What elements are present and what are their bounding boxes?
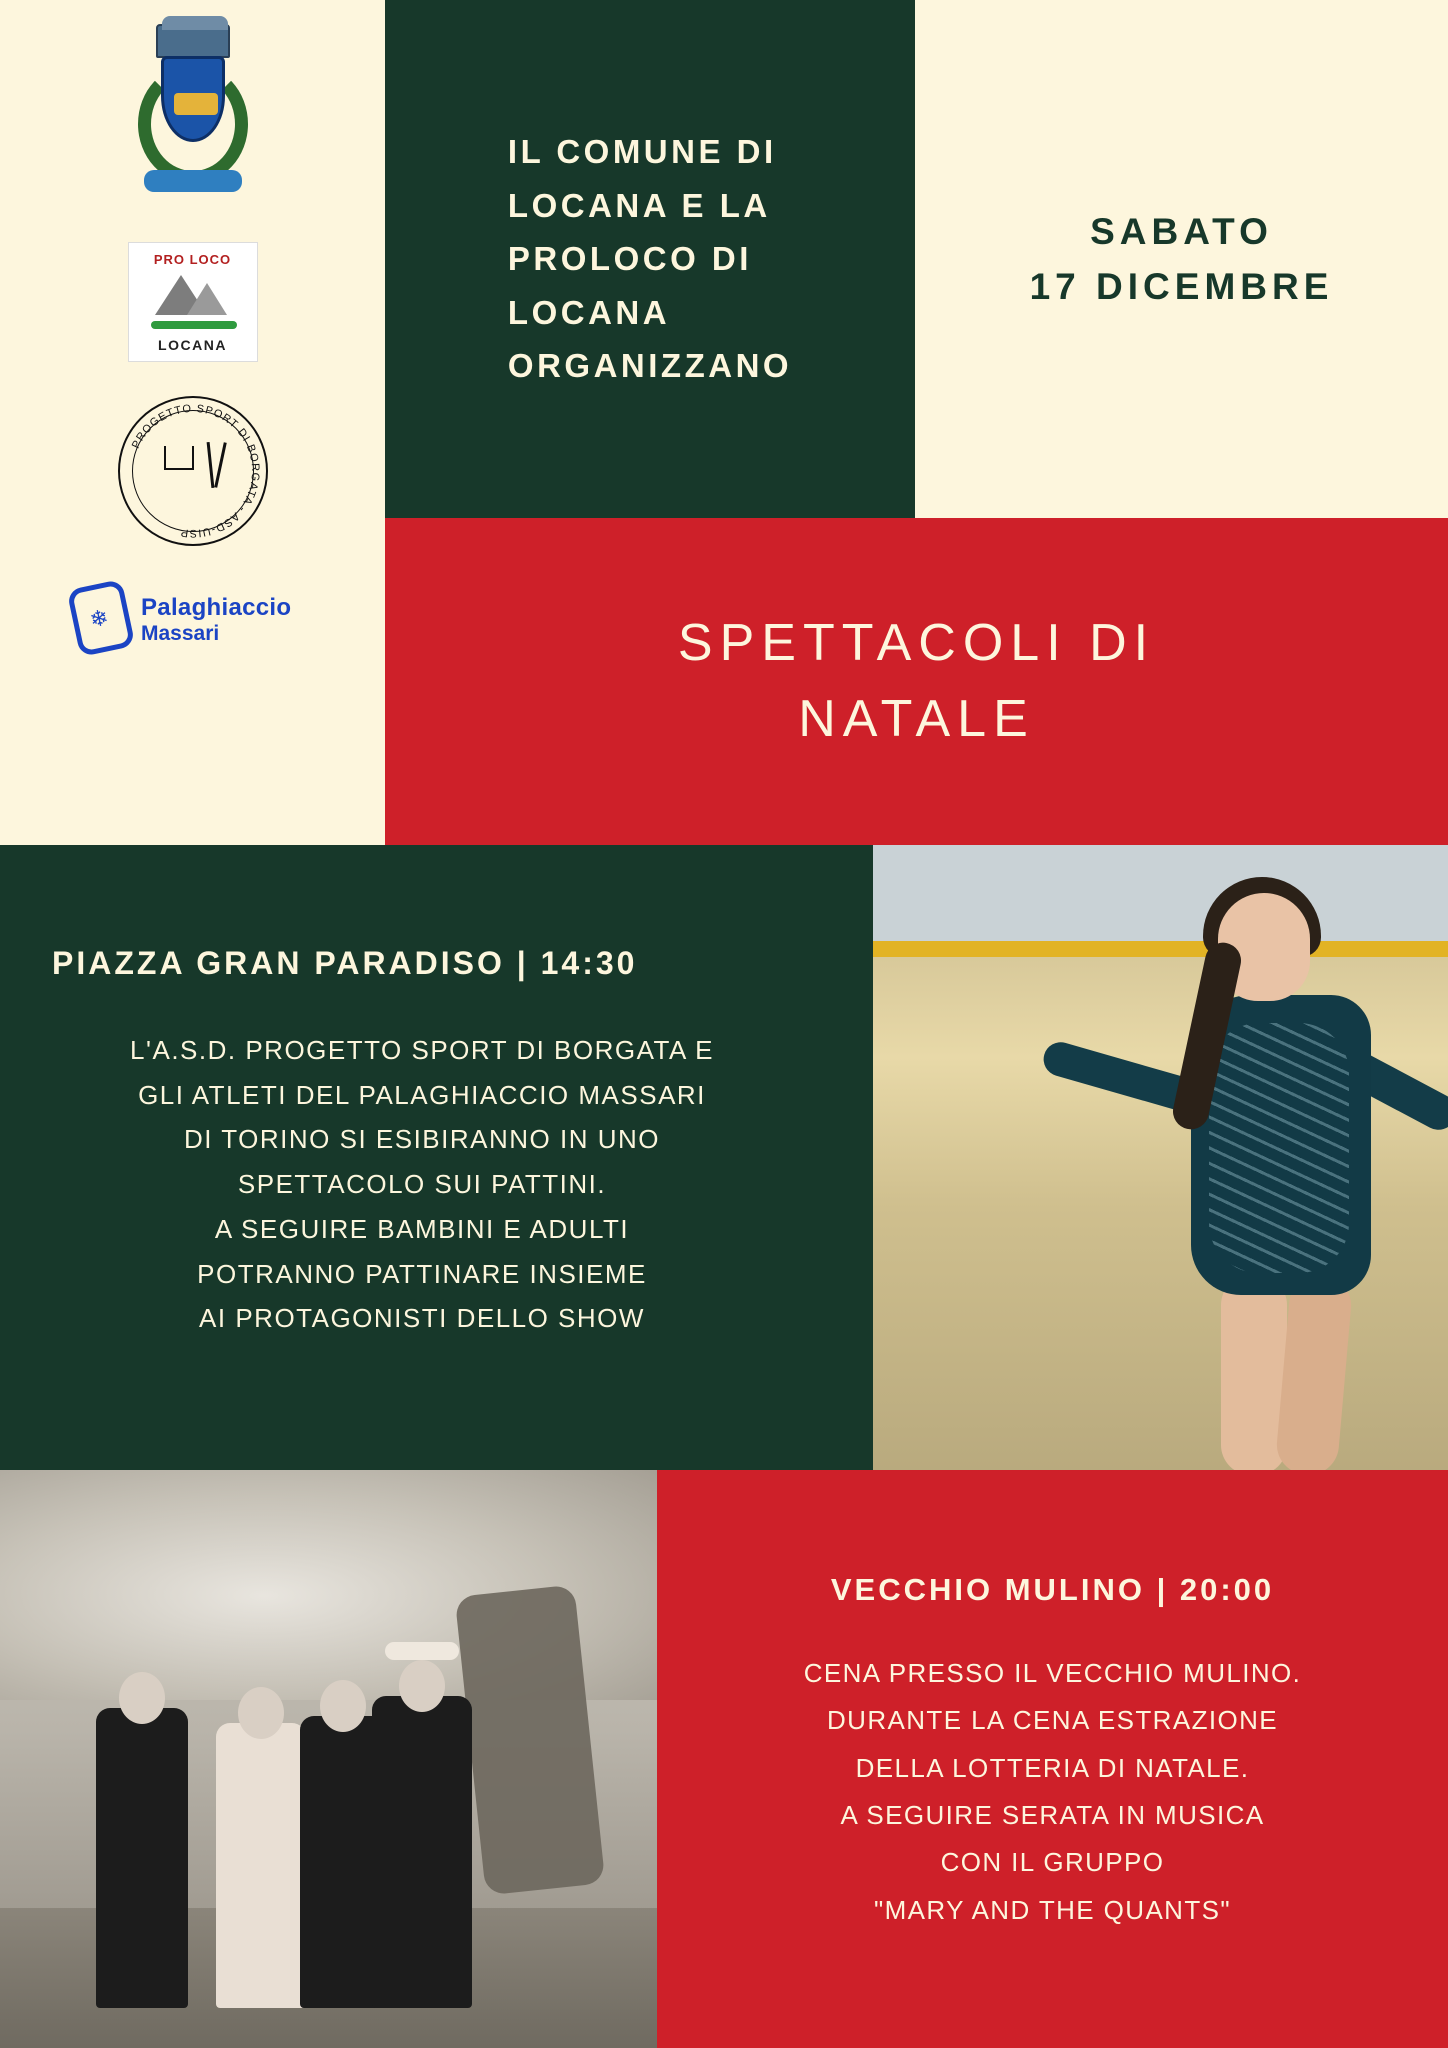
evening-event-section [0,1470,1448,2048]
organizer-line: PROLOCO DI [507,240,752,278]
pro-loco-subtitle: LOCANA [158,337,227,353]
snowflake-icon: ❄ [87,604,111,633]
evening-event-heading: VECCHIO MULINO | 20:00 [830,1572,1275,1607]
date-block [915,0,1448,518]
event-date [1030,204,1334,315]
body-line: A SEGUIRE BAMBINI E ADULTI [214,1213,630,1244]
body-line: DI TORINO SI ESIBIRANNO IN UNO [184,1124,660,1155]
title-line: SPETTACOLI DI [677,614,1156,673]
date-line: SABATO [1090,210,1273,252]
comune-di-locana-crest-icon [134,18,252,208]
afternoon-event-section [0,845,1448,1470]
evening-event-text-panel [657,1470,1448,2048]
body-line: CON IL GRUPPO [940,1847,1165,1878]
band-photo-mary-and-the-quants [0,1470,657,2048]
organizer-block [385,0,915,518]
body-line: SPETTACOLO SUI PATTINI. [237,1169,607,1200]
body-line: "MARY AND THE QUANTS" [873,1894,1232,1925]
palaghiaccio-line2: Massari [141,622,220,645]
evening-event-body [657,1650,1448,1934]
body-line: A SEGUIRE SERATA IN MUSICA [840,1799,1265,1830]
body-line: CENA PRESSO IL VECCHIO MULINO. [803,1658,1302,1688]
afternoon-event-text-panel [0,845,873,1470]
palaghiaccio-massari-logo [65,580,320,658]
organizer-line: ORGANIZZANO [507,347,793,385]
organizer-line: LOCANA E LA [507,186,771,224]
page-title [678,606,1155,757]
body-line: AI PROTAGONISTI DELLO SHOW [199,1303,645,1334]
afternoon-event-heading: PIAZZA GRAN PARADISO | 14:30 [52,945,638,981]
svg-text:PROGETTO SPORT DI BORGATA - AS: PROGETTO SPORT DI BORGATA - ASD-UISP [129,402,261,540]
body-line: DURANTE LA CENA ESTRAZIONE [826,1705,1279,1736]
body-line: L'A.S.D. PROGETTO SPORT DI BORGATA E [130,1035,714,1065]
title-line: NATALE [798,689,1035,748]
body-line: DELLA LOTTERIA DI NATALE. [855,1752,1250,1783]
poster-top-section [0,0,1448,845]
pro-loco-title: PRO LOCO [153,252,232,267]
organizer-line: IL COMUNE DI [507,133,777,171]
afternoon-event-body [42,1028,802,1341]
poster-title-band [385,518,1448,845]
figure-skater-photo [873,845,1448,1470]
date-line: 17 DICEMBRE [1029,266,1334,307]
organizer-text [470,125,830,392]
palaghiaccio-line1: Palaghiaccio [141,594,292,621]
organizer-line: LOCANA [507,293,671,331]
body-line: GLI ATLETI DEL PALAGHIACCIO MASSARI [138,1079,706,1110]
pro-loco-locana-logo [128,242,258,362]
asd-progetto-sport-di-borgata-logo [118,396,268,546]
logo-column [0,0,385,845]
body-line: POTRANNO PATTINARE INSIEME [197,1258,647,1289]
